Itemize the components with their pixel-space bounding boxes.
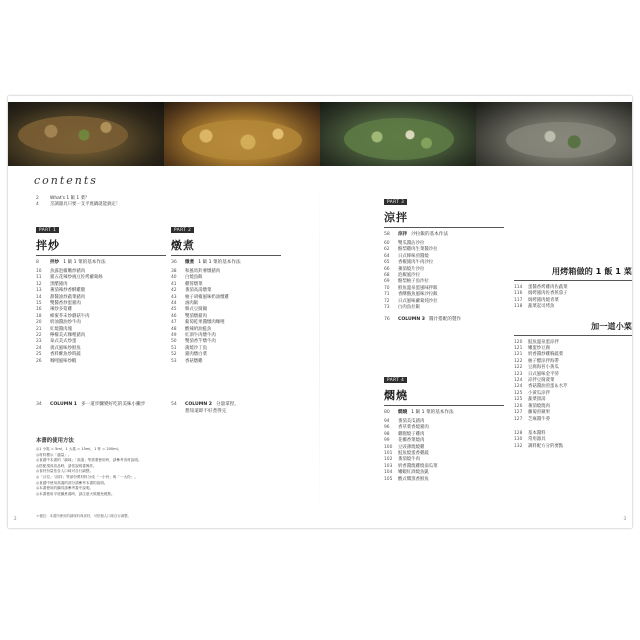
column1-entry[interactable]: 34 COLUMN 1 多一道步驟變好吃的美味小撇步 xyxy=(36,402,146,407)
recipe-item[interactable]: 100 豆豉薄燒燒雞 xyxy=(384,444,425,450)
part3-list xyxy=(384,241,504,311)
recipe-item[interactable]: 38 和風馬鈴薯燉豬肉 xyxy=(171,269,221,274)
howto-box xyxy=(36,436,286,497)
recipe-item[interactable]: 117 焗烤豬肉燒青菜 xyxy=(514,297,559,303)
recipe-item[interactable]: 44 滷肉飯 xyxy=(171,301,199,307)
recipe-item[interactable]: 53 香菇燉雞 xyxy=(171,358,203,364)
recipe-item[interactable]: 20 奶油醬油炒牛肉 xyxy=(36,320,81,326)
recipe-item[interactable]: 21 紅燒醬肉塊 xyxy=(36,326,72,332)
howto-line: ◎食譜中使用高湯的部分請參考本書的說明。 xyxy=(36,480,108,485)
recipe-item[interactable]: 14 甜醬油炒蔬菜豬肉 xyxy=(36,294,86,300)
appendix-item[interactable]: 130 常用器具 xyxy=(514,437,546,443)
recipe-item[interactable]: 43 柚子胡椒風味奶油燉雞 xyxy=(171,294,229,300)
stew-photo xyxy=(164,102,320,166)
recipe-item[interactable]: 65 香椒豬肉牛肉沙拉 xyxy=(384,260,434,266)
recipe-item[interactable]: 116 焗烤豬肉佐香蕉茄子 xyxy=(514,291,568,297)
recipe-item[interactable]: 94 番茄美瓜豬肉 xyxy=(384,419,425,424)
howto-lines xyxy=(36,447,286,497)
stir-fry-photo xyxy=(8,102,164,166)
salad-photo xyxy=(320,102,476,166)
recipe-item[interactable]: 52 豬肉燉白菜 xyxy=(171,352,207,358)
part1-section xyxy=(36,216,166,365)
column3-entry[interactable]: 76 COLUMN 3 醬汁搭配的製作 xyxy=(384,317,462,323)
howto-line: ◎食譜中本書的「調味」「高湯」等需要使用時，請參考食材說明。 xyxy=(36,458,142,463)
recipe-item[interactable]: 101 鮭魚燒蛋香雞蔬 xyxy=(384,451,429,457)
recipe-item[interactable]: 125 小黃瓜涼拌 xyxy=(514,390,550,396)
spine-gutter xyxy=(319,166,320,528)
recipe-item[interactable]: 103 奶香醬燒雞燒南瓜菜 xyxy=(384,463,438,469)
part4-head[interactable]: 80 燜燒 1 飯 1 菜的基本作法 xyxy=(384,410,454,415)
right-column xyxy=(514,266,632,450)
howto-line: ◎搭配現成食品時，請依說明書操作。 xyxy=(36,463,97,468)
footnote: ＊備註：本書所使用的調味料與食材，可依個人口味自行調整。 xyxy=(36,514,131,518)
intro-item[interactable]: 4 烹調器具只要一支平底鍋就能搞定！ xyxy=(36,202,121,208)
recipe-item[interactable]: 104 嫩蝦紅酒燒魚凱 xyxy=(384,470,429,476)
part4-list xyxy=(384,419,504,483)
recipe-item[interactable]: 47 葡萄乾果醬燉肉咖哩 xyxy=(171,320,225,326)
part1-head[interactable]: 8 拌炒 1 飯 1 菜的基本作法 xyxy=(36,260,106,265)
part2-list xyxy=(171,269,281,365)
part3-title: 涼拌 xyxy=(384,211,408,224)
howto-line: ◎食材份量依各人口味可自行調整。 xyxy=(36,469,94,474)
recipe-item[interactable]: 51 蒲燒沙丁魚 xyxy=(171,345,207,351)
recipe-item[interactable]: 41 雞蓉燉菜 xyxy=(171,281,203,287)
appendix-list xyxy=(514,431,632,450)
recipe-item[interactable]: 13 蕃茄辣炒香酥雞腿 xyxy=(36,288,86,294)
recipe-item[interactable]: 22 檸檬美式咖哩豬肉 xyxy=(36,333,86,339)
recipe-item[interactable]: 121 嫩蛋炒豆腐 xyxy=(514,346,550,352)
braise-photo xyxy=(476,102,632,166)
recipe-item[interactable]: 105 酸式燜蒸香鮮魚 xyxy=(384,476,429,482)
recipe-item[interactable]: 40 白燒魚飯 xyxy=(171,275,203,281)
column2-entry[interactable]: 54 COLUMN 2 分量拿捏， 想知道即不好煮得完 xyxy=(171,402,239,414)
part2-section xyxy=(171,216,281,365)
recipe-item[interactable]: 24 義式風味炒鮮魚 xyxy=(36,345,81,351)
part1-tag: PART 1 xyxy=(36,227,59,233)
recipe-item[interactable]: 66 蕃茄燒片沙拉 xyxy=(384,266,425,272)
part3-tag: PART 3 xyxy=(384,199,407,205)
recipe-item[interactable]: 124 香菇醬油煎蛋＆水芹 xyxy=(514,384,568,390)
recipe-item[interactable]: 26 咖哩風味炒蝦 xyxy=(36,358,77,364)
recipe-item[interactable]: 45 韓式豆腐鍋 xyxy=(171,307,207,313)
recipe-item[interactable]: 102 番茄燒牛肉 xyxy=(384,457,420,463)
recipe-item[interactable]: 25 香料酥魚炒時蔬 xyxy=(36,352,81,358)
howto-line: ◎「沙拉」「涼拌」等部份將材料分成「一小份」與「一大份」。 xyxy=(36,474,138,479)
side-dish-title: 加一道小菜 xyxy=(591,320,632,331)
part2-tag: PART 2 xyxy=(171,227,194,233)
part3-section xyxy=(384,188,504,324)
page-number-right: 3 xyxy=(623,516,626,521)
part1-list xyxy=(36,269,166,365)
recipe-item[interactable]: 122 柚子醋涼拌海帶 xyxy=(514,358,559,364)
recipe-item[interactable]: 64 日式韓味煎醬燒 xyxy=(384,253,429,259)
howto-line: ◎本書使用的鍋具請參考書中說明。 xyxy=(36,486,94,491)
recipe-item[interactable]: 127 芝麻醬牛蒡 xyxy=(514,416,550,422)
recipe-item[interactable]: 72 日式風味蘿蔔炖沙拉 xyxy=(384,298,438,304)
howto-line: ◎材料標示「適量」。 xyxy=(36,452,72,457)
recipe-item[interactable]: 118 蔬菜起司烤魚 xyxy=(514,304,555,310)
appendix-item[interactable]: 132 調料配方分的要點 xyxy=(514,443,564,449)
recipe-item[interactable]: 62 酪梨雞肉生菜醬沙拉 xyxy=(384,247,438,253)
recipe-item[interactable]: 127 蘿蔔煎蘋果 xyxy=(514,410,550,416)
book-spread xyxy=(8,96,632,528)
recipe-item[interactable]: 122 豆腐海苔小黃瓜 xyxy=(514,365,559,371)
part4-section xyxy=(384,366,504,483)
recipe-item[interactable]: 48 酸辣奶油鮭魚 xyxy=(171,326,212,332)
page-number-left: 2 xyxy=(14,516,17,521)
recipe-item[interactable]: 99 花椰香菜燒肉 xyxy=(384,438,425,444)
howto-line: ◎本書使用平底鍋煮湯時，請注意火候避免燒焦。 xyxy=(36,491,115,496)
recipe-item[interactable]: 15 雙醬香炒蛋豬肉 xyxy=(36,301,81,307)
recipe-item[interactable]: 121 奶香醬炒雞胸蔬菜 xyxy=(514,352,564,358)
recipe-item[interactable]: 49 紅酒牛肉燉牛肉 xyxy=(171,333,216,339)
recipe-item[interactable]: 123 日式風味金平蒡 xyxy=(514,371,559,377)
recipe-item[interactable]: 12 黑醋豬肉 xyxy=(36,281,68,287)
recipe-item[interactable]: 73 白肉魚拉飯 xyxy=(384,305,420,311)
oven-list xyxy=(514,285,632,311)
recipe-item[interactable]: 23 泰式美式炒蛋 xyxy=(36,339,77,345)
part3-head[interactable]: 58 涼拌 沙拉飯的基本作法 xyxy=(384,232,448,237)
recipe-item[interactable]: 18 蜂蜜芥末炒蘑菇牛肉 xyxy=(36,313,90,319)
intro-list xyxy=(36,196,176,209)
recipe-item[interactable]: 96 香草菜香燒豬肉 xyxy=(384,425,429,431)
recipe-item[interactable]: 60 雙瓜醬沾沙拉 xyxy=(384,241,425,246)
recipe-item[interactable]: 126 蕃茄燒燒肉 xyxy=(514,403,550,409)
recipe-item[interactable]: 50 雙茄香芋燉牛肉 xyxy=(171,339,216,345)
part2-head[interactable]: 36 燉煮 1 飯 1 菜的基本作法 xyxy=(171,260,241,265)
recipe-item[interactable]: 42 番茄高湯燉菜 xyxy=(171,288,212,294)
recipe-item[interactable]: 120 鮭魚溫泉蛋涼拌 xyxy=(514,339,559,345)
recipe-item[interactable]: 71 香酥酪魚風味沙拉飯 xyxy=(384,292,438,298)
part2-title: 燉煮 xyxy=(171,239,195,252)
recipe-item[interactable]: 46 雙茄燉豬肉 xyxy=(171,313,207,319)
recipe-item[interactable]: 10 魚露泡椒嫩炒豬肉 xyxy=(36,269,86,274)
recipe-item[interactable]: 11 豬五花辣炒豌豆佐烤蘿蔔絲 xyxy=(36,275,103,281)
intro-item[interactable]: 2 What's 1 飯 1 菜？ xyxy=(36,196,90,201)
part4-tag: PART 4 xyxy=(384,377,407,383)
oven-section-title: 用烤箱做的 1 飯 1 菜 xyxy=(551,266,632,276)
recipe-item[interactable]: 68 泡椒風沙拉 xyxy=(384,273,420,279)
recipe-item[interactable]: 124 凉拌豆腐菠菜 xyxy=(514,378,555,384)
recipe-item[interactable]: 69 酪梨柚子魚沙拉 xyxy=(384,279,429,285)
recipe-item[interactable]: 98 雞腿燒子雞肉 xyxy=(384,431,425,437)
howto-title: 本書的使用方法 xyxy=(36,438,74,444)
recipe-item[interactable]: 70 鮮魚溫泉蛋風味拌飯 xyxy=(384,285,438,291)
recipe-item[interactable]: 114 蛋醬香烤雞肉佐蔬菜 xyxy=(514,285,568,290)
photo-strip xyxy=(8,102,632,166)
contents-logo: contents xyxy=(34,174,98,187)
part1-title: 拌炒 xyxy=(36,239,60,252)
recipe-item[interactable]: 16 辣炒多筍雞 xyxy=(36,307,72,313)
recipe-item[interactable]: 125 蔬菜甜湯 xyxy=(514,397,546,403)
side-dish-list xyxy=(514,340,632,423)
part4-title: 燜燒 xyxy=(384,389,408,402)
howto-line: ◎1 小匙 = 5ml，1 大匙 = 15ml，1 杯 = 200ml。 xyxy=(36,447,122,451)
appendix-item[interactable]: 128 基本醬料 xyxy=(514,430,546,436)
